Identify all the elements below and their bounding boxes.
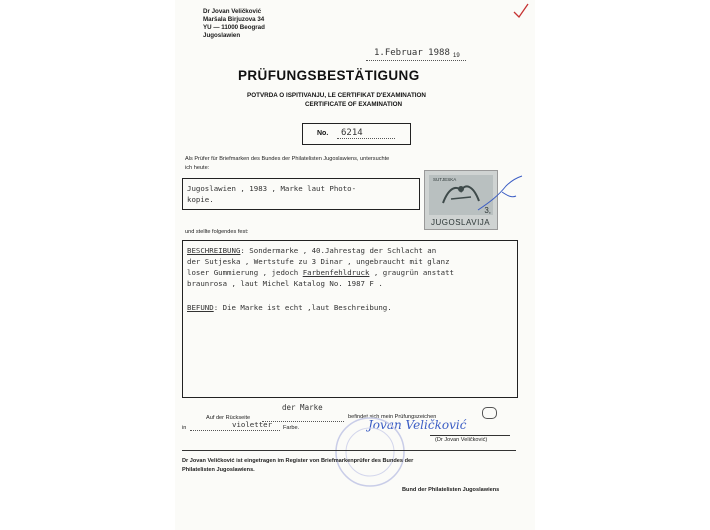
- description-line: [187, 246, 436, 255]
- result-line: [187, 303, 392, 312]
- stamp-country: JUGOSLAVIJA: [431, 218, 491, 227]
- number-line: [337, 138, 395, 139]
- corner-check-mark-icon: [512, 2, 530, 20]
- cancellation-stamp-icon: [330, 412, 410, 492]
- page-title: PRÜFUNGSBESTÄTIGUNG: [238, 68, 420, 83]
- date: 1.Februar 1988: [374, 48, 450, 58]
- description-highlight: Farbenfehldruck: [302, 268, 370, 277]
- description-text: , graugrün anstatt: [369, 268, 454, 277]
- signature-line: [430, 435, 510, 436]
- mark-color: violetter: [232, 420, 273, 429]
- divider: [182, 450, 516, 451]
- result-label: BEFUND: [187, 303, 214, 312]
- signature: Jovan Veličković: [368, 418, 467, 432]
- address-block: [203, 8, 265, 40]
- description-text: : Sondermarke , 40.Jahrestag der Schlacht an: [240, 246, 437, 255]
- registry-line: Dr Jovan Veličković ist eingetragen im Register von Briefmarkenprüfer des Bundes der: [182, 458, 414, 464]
- color-blank-line: [190, 430, 280, 431]
- findings-label: und stellte folgendes fest:: [185, 229, 249, 235]
- description-text: loser Gummierung , jedoch: [187, 268, 303, 277]
- subtitle-multilingual: POTVRDA O ISPITIVANJU, LE CERTIFIKAT D'EXAMINATION: [247, 92, 426, 99]
- intro-line: ich heute:: [185, 165, 210, 171]
- pen-mark-icon: [476, 174, 526, 214]
- signer-name: (Dr Jovan Veličković): [435, 437, 488, 443]
- registry-line: Philatelisten Jugoslawiens.: [182, 467, 255, 473]
- examination-mark-symbol: [482, 407, 497, 419]
- address-line: Dr Jovan Veličković: [203, 8, 262, 15]
- mark-in-label: in: [182, 425, 187, 431]
- number-label: No.: [317, 130, 329, 137]
- description-box: [182, 240, 518, 398]
- address-line: Jugoslawien: [203, 32, 241, 39]
- result-text: : Die Marke ist echt ,laut Beschreibung.: [213, 303, 392, 312]
- mark-label: befindet sich mein Prüfungszeichen: [348, 414, 437, 420]
- mark-label: Auf der Rückseite: [206, 415, 251, 421]
- stamp-top-text: SUTJESKA: [433, 177, 457, 182]
- farbe-label: Farbe.: [283, 425, 300, 431]
- intro-line: Als Prüfer für Briefmarken des Bundes der Philatelisten Jugoslawiens, untersuchte: [185, 156, 390, 162]
- certificate-number: 6214: [341, 128, 363, 138]
- address-line: YU — 11000 Beograd: [203, 24, 265, 31]
- date-line: [366, 60, 466, 61]
- item-line: Jugoslawien , 1983 , Marke laut Photo-: [187, 184, 357, 193]
- stamp-value: 3,: [484, 206, 491, 215]
- der-marke-text: der Marke: [282, 403, 323, 412]
- item-line: kopie.: [187, 195, 214, 204]
- certificate-number-box: [302, 123, 411, 145]
- year-suffix: 19: [453, 53, 460, 59]
- address-line: Maršala Birjuzova 34: [203, 16, 265, 23]
- description-line: braunrosa , laut Michel Katalog No. 1987 F .: [187, 279, 383, 288]
- subtitle-english: CERTIFICATE OF EXAMINATION: [305, 101, 403, 108]
- item-box: [182, 178, 420, 210]
- description-line: [187, 268, 454, 277]
- organization-name: Bund der Philatelisten Jugoslawiens: [402, 487, 500, 493]
- description-line: der Sutjeska , Wertstufe zu 3 Dinar , ungebraucht mit glanz: [187, 257, 450, 266]
- description-label: BESCHREIBUNG: [187, 246, 241, 255]
